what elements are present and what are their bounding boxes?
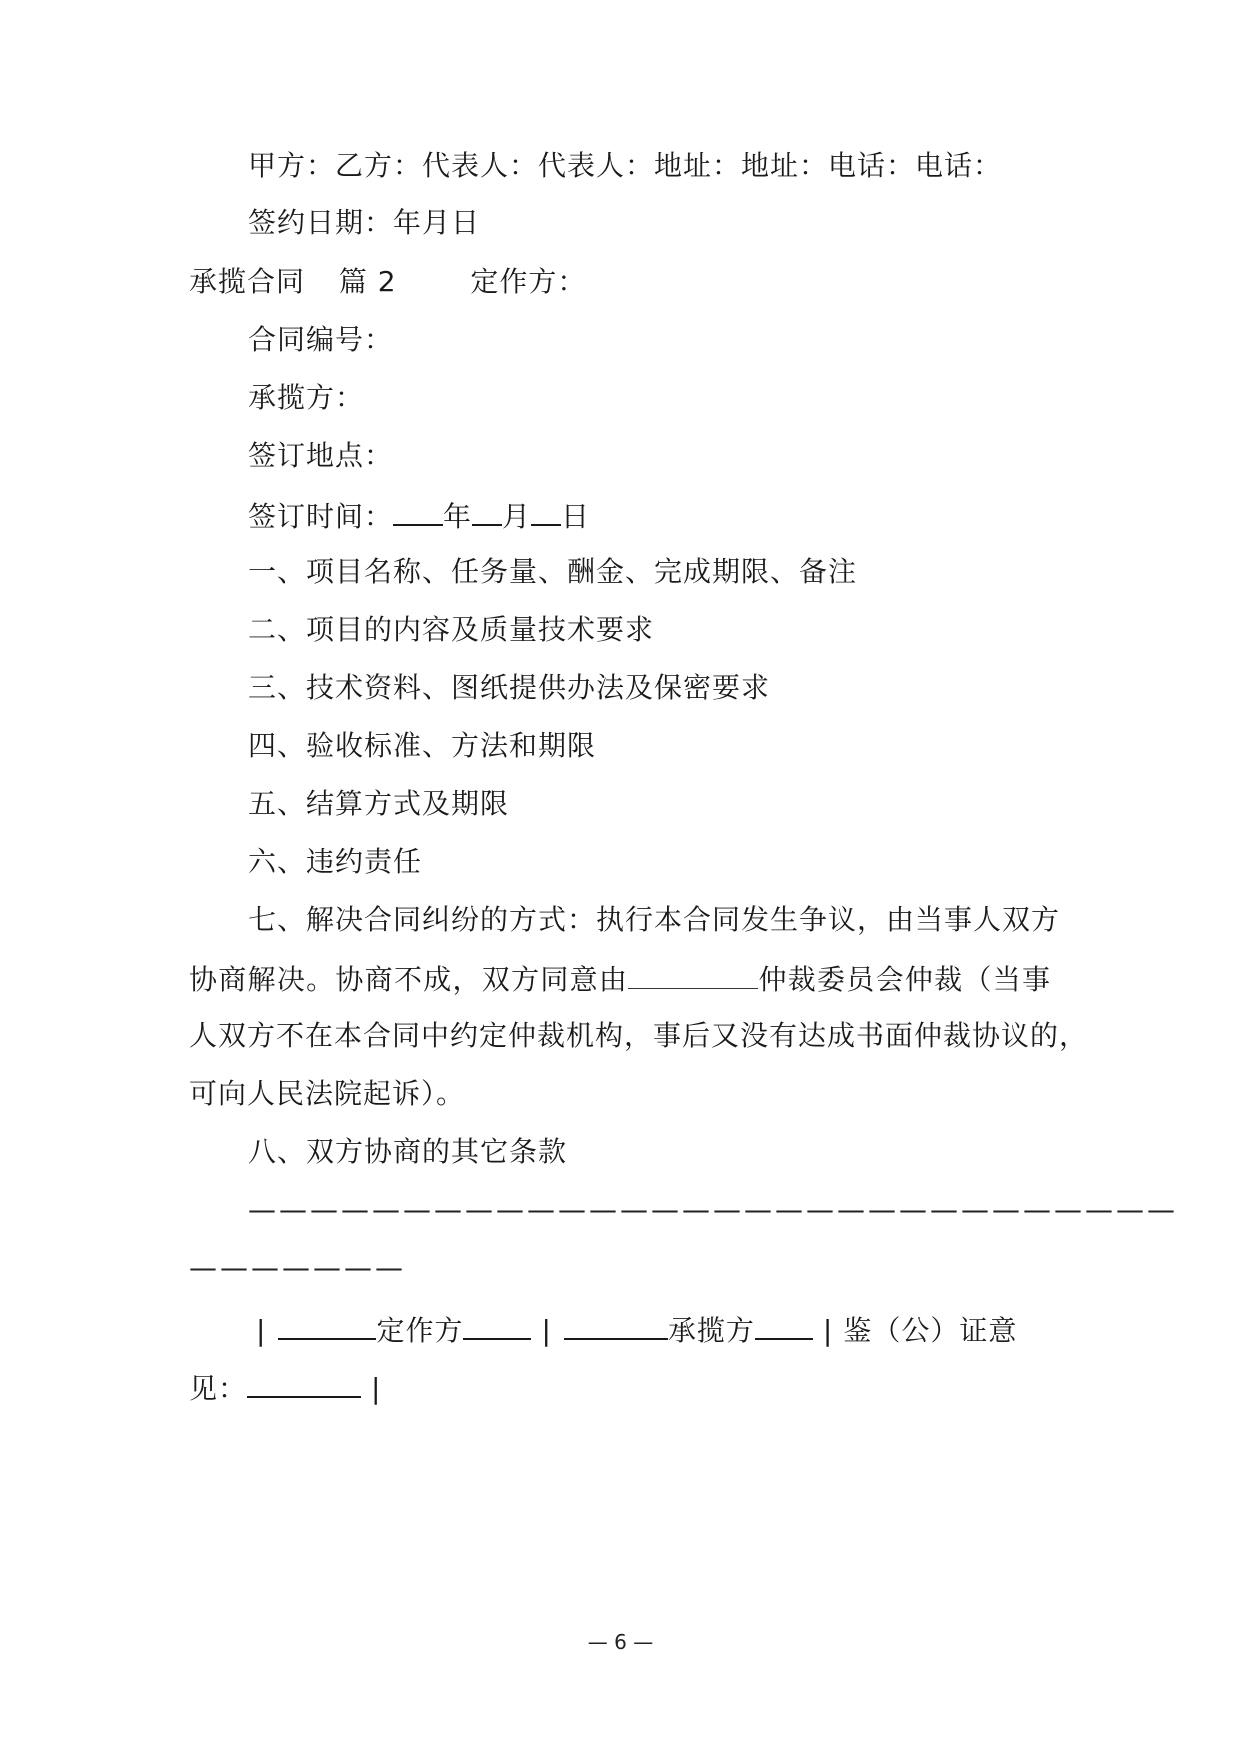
year-label: 年 xyxy=(443,500,473,533)
separator-bar: | xyxy=(822,1314,834,1347)
day-label: 日 xyxy=(561,500,591,533)
notary-label-b: 见： xyxy=(189,1372,248,1405)
clause-7-line-2b: 仲裁委员会仲裁（当事 xyxy=(758,963,1051,996)
notary-blank xyxy=(247,1366,361,1398)
parties-line: 甲方：乙方：代表人：代表人：地址：地址：电话：电话： xyxy=(248,149,1003,182)
contractor-line: 承揽方： xyxy=(248,381,365,414)
clause-1: 一、项目名称、任务量、酬金、完成期限、备注 xyxy=(248,555,858,588)
page-number: — 6 — xyxy=(587,1630,654,1654)
contractor-blank-before xyxy=(564,1308,668,1340)
separator-bar: | xyxy=(256,1314,267,1347)
heading-orderer: 定作方： xyxy=(470,265,587,298)
clause-6: 六、违约责任 xyxy=(248,845,423,878)
dash-line-2: ——————— xyxy=(189,1251,406,1284)
sign-time-label: 签订时间： xyxy=(248,500,394,533)
heading-title: 承揽合同 xyxy=(189,265,306,298)
orderer-sign-label: 定作方 xyxy=(376,1314,464,1347)
clause-7-line-3: 人双方不在本合同中约定仲裁机构，事后又没有达成书面仲裁协议的， xyxy=(189,1019,1089,1052)
clause-2: 二、项目的内容及质量技术要求 xyxy=(248,613,655,646)
section-heading xyxy=(189,262,586,302)
arbitration-blank xyxy=(628,958,758,989)
orderer-blank-before xyxy=(278,1308,376,1340)
clause-4: 四、验收标准、方法和期限 xyxy=(248,729,597,762)
clause-7-line-1: 七、解决合同纠纷的方式：执行本合同发生争议，由当事人双方 xyxy=(248,903,1061,936)
heading-part: 篇 2 xyxy=(338,265,397,298)
month-blank xyxy=(472,494,502,526)
day-blank xyxy=(531,494,561,526)
notary-label-a: 鉴（公）证意 xyxy=(843,1314,1018,1347)
notary-row xyxy=(189,1366,381,1409)
orderer-blank-after xyxy=(463,1308,531,1340)
clause-7-line-2 xyxy=(189,958,1051,1000)
clause-7-line-2a: 协商解决。协商不成，双方同意由 xyxy=(189,963,629,996)
sign-time-line xyxy=(248,494,590,537)
clause-3: 三、技术资料、图纸提供办法及保密要求 xyxy=(248,671,771,704)
month-label: 月 xyxy=(502,500,532,533)
contract-number-line: 合同编号： xyxy=(248,323,394,356)
sign-place-line: 签订地点： xyxy=(248,439,394,472)
separator-bar: | xyxy=(541,1314,552,1347)
signature-row xyxy=(256,1308,1017,1351)
contractor-sign-label: 承揽方 xyxy=(667,1314,755,1347)
separator-bar: | xyxy=(371,1372,382,1405)
clause-7-line-4: 可向人民法院起诉）。 xyxy=(189,1077,466,1110)
clause-8: 八、双方协商的其它条款 xyxy=(248,1135,568,1168)
year-blank xyxy=(393,494,443,526)
dash-line-1: —————————————————————————————— xyxy=(248,1193,1178,1226)
contractor-blank-after xyxy=(755,1308,813,1340)
sign-date-line: 签约日期：年月日 xyxy=(248,206,481,239)
clause-5: 五、结算方式及期限 xyxy=(248,787,510,820)
